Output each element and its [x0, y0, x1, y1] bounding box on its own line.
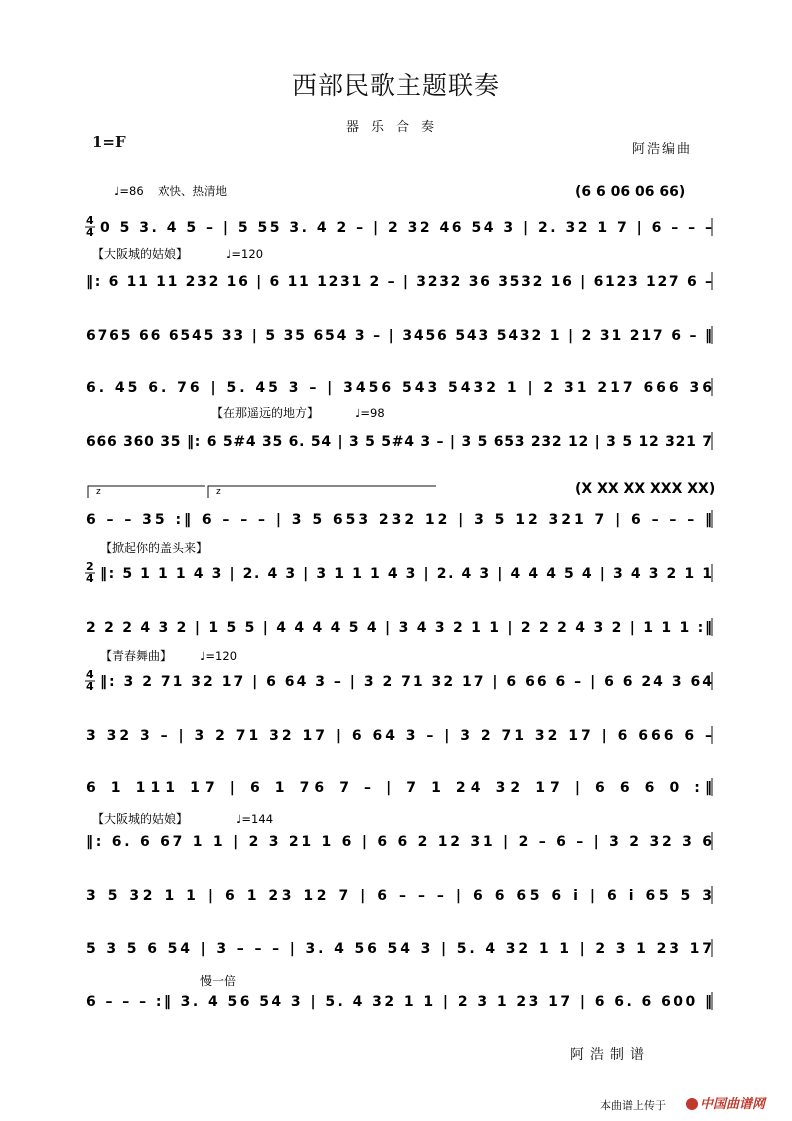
expression-marking: 欢快、热清地 — [158, 184, 227, 198]
slow-marking: 慢一倍 — [200, 974, 237, 988]
svg-text:2: 2 — [86, 560, 94, 573]
tempo-marking: ♩=98 — [355, 406, 385, 420]
notation-line: 3 32 3 – | 3 2 71 32 17 | 6 64 3 – | 3 2 71 32 17 | 6 666 6 – — [86, 728, 712, 744]
svg-text:4: 4 — [86, 226, 94, 239]
percussion-intro: (6 6 06 06 66) — [575, 184, 686, 200]
tempo-marking: ♩=86 — [114, 184, 144, 198]
svg-text:4: 4 — [86, 572, 94, 585]
section-label: 【大阪城的姑娘】 — [92, 247, 189, 261]
upload-notice: 本曲谱上传于 — [600, 1099, 666, 1112]
notation-line: ‖: 5 1 1 1 4 3 | 2. 4 3 | 3 1 1 1 4 3 | 2. 4 3 | 4 4 4 5 4 | 3 4 3 2 1 1 — [100, 566, 713, 582]
notation-line: 2 2 2 4 3 2 | 1 5 5 | 4 4 4 4 5 4 | 3 4 3 2 1 1 | 2 2 2 4 3 2 | 1 1 1 :‖ — [86, 620, 712, 636]
section-label: 【青春舞曲】 — [100, 649, 173, 663]
svg-text:4: 4 — [86, 668, 94, 681]
subtitle: 器乐合奏 — [345, 120, 446, 135]
section-label: 【掀起你的盖头来】 — [100, 541, 209, 555]
notation-line: 6 – – – :‖ 3. 4 56 54 3 | 5. 4 32 1 1 | 2 3 1 23 17 | 6 6. 6 600 ‖ — [86, 994, 712, 1010]
notation-line: 6765 66 6545 33 | 5 35 654 3 – | 3456 543 5432 1 | 2 31 217 6 – ‖ — [86, 328, 712, 344]
notation-line: 0 5 3. 4 5 – | 5 55 3. 4 2 – | 2 32 46 54 3 | 2. 32 1 7 | 6 – – – — [100, 220, 712, 236]
notation-line: ‖: 3 2 71 32 17 | 6 64 3 – | 3 2 71 32 17 | 6 66 6 – | 6 6 24 3 64 — [100, 674, 712, 690]
tempo-marking: ♩=144 — [236, 812, 274, 826]
logo-text: 中国曲谱网 — [700, 1097, 766, 1112]
arranger-credit: 阿浩编曲 — [632, 142, 693, 157]
notation-line: ‖: 6. 6 67 1 1 | 2 3 21 1 6 | 6 6 2 12 31 | 2 – 6 – | 3 2 32 3 6 — [86, 834, 712, 850]
volta-bracket-1 — [88, 486, 205, 498]
site-logo — [686, 1093, 765, 1112]
tempo-marking: ♩=120 — [226, 247, 264, 261]
volta-bracket-2 — [208, 486, 436, 498]
notation-line: 6 1 111 17 | 6 1 76 7 – | 7 1 24 32 17 | 6 6 6 0 :‖ — [86, 780, 713, 796]
svg-text:4: 4 — [86, 214, 94, 227]
svg-text:z: z — [216, 487, 221, 497]
time-signature — [85, 214, 95, 239]
notation-line: ‖: 6 11 11 232 16 | 6 11 1231 2 – | 3232 36 3532 16 | 6123 127 6 – — [86, 274, 712, 290]
page-title: 西部民歌主题联奏 — [291, 71, 500, 100]
svg-text:4: 4 — [86, 680, 94, 693]
notation-line: 666 360 35 ‖: 6 5#4 35 6. 54 | 3 5 5#4 3 – | 3 5 653 232 12 | 3 5 12 321 7 — [86, 434, 712, 450]
notation-line: 6. 45 6. 76 | 5. 45 3 – | 3456 543 5432 1 | 2 31 217 666 36 — [86, 380, 712, 396]
svg-text:z: z — [96, 487, 101, 497]
key-signature: 1=F — [92, 133, 126, 151]
time-signature — [85, 668, 95, 693]
time-signature — [85, 560, 95, 585]
section-label: 【大阪城的姑娘】 — [92, 812, 189, 826]
logo-icon — [686, 1098, 698, 1110]
notation-line: 3 5 32 1 1 | 6 1 23 12 7 | 6 – – – | 6 6 65 6 i | 6 i 65 5 3 — [86, 888, 713, 904]
notation-line: 5 3 5 6 54 | 3 – – – | 3. 4 56 54 3 | 5. 4 32 1 1 | 2 3 1 23 17 — [86, 941, 712, 957]
transcriber-credit: 阿浩制谱 — [570, 1047, 650, 1063]
notation-line: 6 – – 35 :‖ 6 – – – | 3 5 653 232 12 | 3 5 12 321 7 | 6 – – – ‖ — [86, 512, 712, 528]
notation-rows — [85, 214, 712, 1010]
tempo-marking: ♩=120 — [200, 649, 238, 663]
percussion-pattern: (X XX XX XXX XX) — [575, 481, 716, 497]
section-label: 【在那遥远的地方】 — [211, 406, 320, 420]
